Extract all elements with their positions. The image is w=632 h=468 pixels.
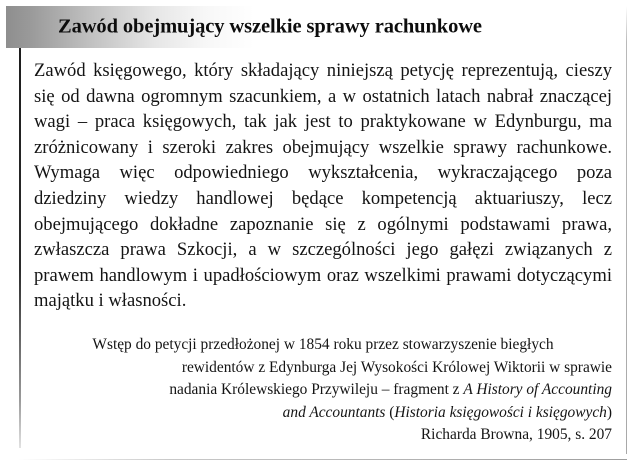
attribution-book-title-translation: Historia księgowości i księgowych: [394, 403, 607, 421]
bottom-frame-divider: [18, 459, 627, 460]
right-frame-divider: [626, 6, 627, 454]
attribution-line-1: Wstęp do petycji przedłożonej w 1854 roku przez stowarzyszenie biegłych: [92, 336, 554, 353]
quote-paragraph: Zawód księgowego, który składający niniejszą petycję reprezentują, cieszy się od dawna ogromnym szacunkiem, a w ostatnich latach nabrał znaczącej wagi – praca księgowych, tak jak jest to praktykowane w Edynburgu, ma zróżnicowany i szeroki zakres obejmujący wszelkie sprawy rachunkowe. Wymaga więc odpowiedniego wykształcenia, wykraczającego poza dziedziny wiedzy handlowej będące kompetencją aktuariuszy, lecz obejmującego dokładne zapoznanie się z ogólnymi podstawami prawa, zwłaszcza prawa Szkocji, a w szczególności jego gałęzi związanych z prawem handlowym i upadłościowym oraz wszelkimi prawami dotyczącymi majątku i własności.: [34, 60, 612, 312]
page-title: Zawód obejmujący wszelkie sprawy rachunkowe: [58, 15, 482, 38]
attribution-line-2: rewidentów z Edynburga Jej Wysokości Królowej Wiktorii w sprawie: [181, 358, 612, 376]
attribution-source-intro: nadania Królewskiego Przywileju – fragment z: [169, 381, 464, 399]
attribution-book-title-part-1: A History of Accounting: [463, 381, 612, 399]
attribution-line-3: [34, 379, 612, 402]
attribution-paren-open: (: [385, 403, 395, 421]
attribution-line-5: Richarda Browna, 1905, s. 207: [420, 426, 612, 444]
attribution-line-4: [34, 402, 612, 425]
attribution-paren-close: ): [606, 403, 612, 421]
left-rule-divider: [19, 48, 21, 448]
quote-attribution: [34, 334, 612, 447]
attribution-book-title-part-2: and Accountants: [282, 403, 386, 421]
quote-body: [34, 58, 612, 314]
header-bar: [6, 6, 626, 48]
